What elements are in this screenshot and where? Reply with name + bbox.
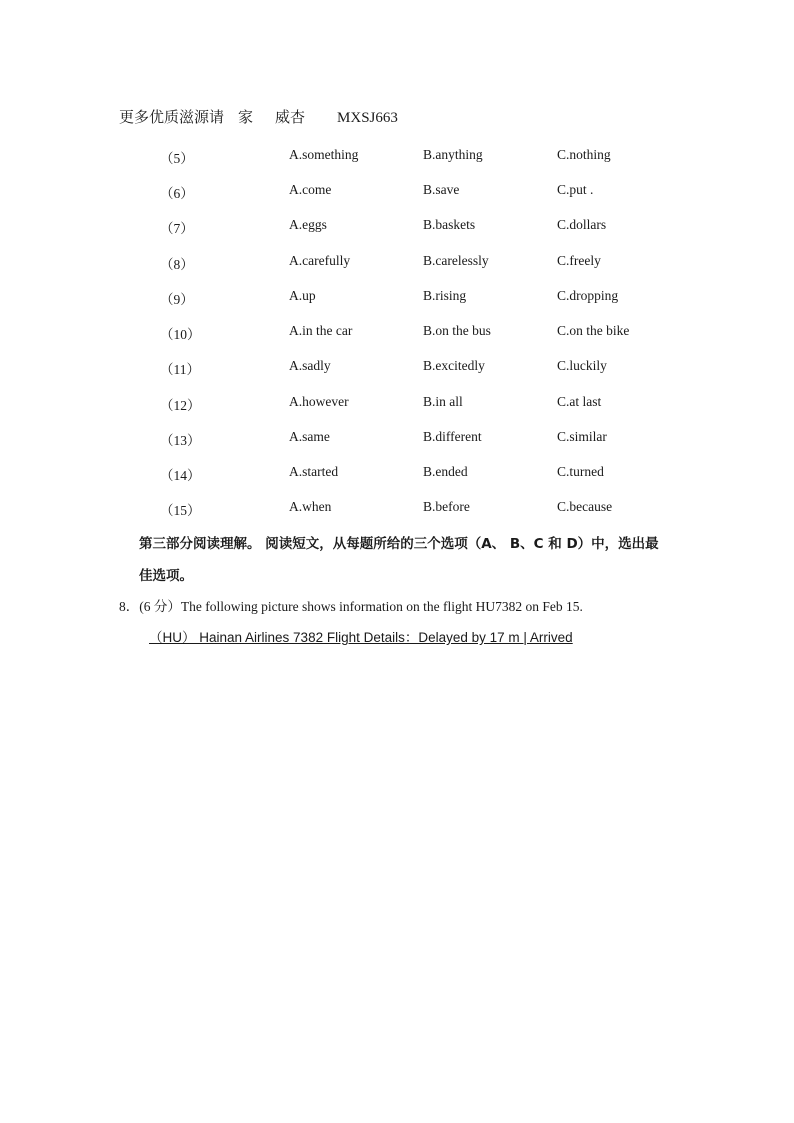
header-text-4: MXSJ663 bbox=[337, 110, 398, 126]
option-row bbox=[0, 464, 794, 484]
option-row bbox=[0, 394, 794, 414]
option-number: （15） bbox=[160, 503, 201, 518]
option-a: A.come bbox=[289, 182, 332, 197]
header-text-1: 更多优质滋源请 bbox=[119, 110, 225, 126]
option-a: A.eggs bbox=[289, 217, 327, 232]
option-b: B.different bbox=[423, 429, 482, 444]
option-b: B.anything bbox=[423, 147, 483, 162]
option-c: C.nothing bbox=[557, 147, 611, 162]
option-c: C.turned bbox=[557, 464, 604, 479]
option-c: C.dollars bbox=[557, 217, 607, 232]
option-number: （8） bbox=[160, 257, 194, 272]
option-b: B.before bbox=[423, 499, 470, 514]
option-c: C.put . bbox=[557, 182, 594, 197]
option-a: A.carefully bbox=[289, 253, 351, 268]
option-a: A.something bbox=[289, 147, 359, 162]
option-a: A.when bbox=[289, 499, 332, 514]
option-b: B.ended bbox=[423, 464, 468, 479]
option-number: （13） bbox=[160, 433, 201, 448]
option-c: C.because bbox=[557, 499, 613, 514]
option-c: C.luckily bbox=[557, 358, 607, 373]
option-a: A.sadly bbox=[289, 358, 331, 373]
option-a: A.however bbox=[289, 394, 349, 409]
option-b: B.on the bus bbox=[423, 323, 491, 338]
option-a: A.same bbox=[289, 429, 330, 444]
option-row bbox=[0, 182, 794, 202]
question-8-prompt: 8．(6 分）The following picture shows information on the flight HU7382 on Feb 15. bbox=[119, 599, 583, 614]
option-row bbox=[0, 358, 794, 378]
option-number: （12） bbox=[160, 398, 201, 413]
option-number: （10） bbox=[160, 327, 201, 342]
option-a: A.in the car bbox=[289, 323, 353, 338]
option-number: （14） bbox=[160, 468, 201, 483]
option-row bbox=[0, 499, 794, 519]
page-header bbox=[119, 106, 398, 127]
option-row bbox=[0, 288, 794, 308]
option-c: C.dropping bbox=[557, 288, 619, 303]
option-a: A.started bbox=[289, 464, 339, 479]
option-row bbox=[0, 253, 794, 273]
option-row bbox=[0, 323, 794, 343]
option-b: B.carelessly bbox=[423, 253, 489, 268]
option-b: B.excitedly bbox=[423, 358, 485, 373]
option-b: B.in all bbox=[423, 394, 463, 409]
option-b: B.baskets bbox=[423, 217, 476, 232]
header-text-3: 威杏 bbox=[275, 110, 306, 126]
option-b: B.rising bbox=[423, 288, 467, 303]
option-a: A.up bbox=[289, 288, 316, 303]
option-row bbox=[0, 217, 794, 237]
flight-details-line: （HU） Hainan Airlines 7382 Flight Details：Delayed by 17 m | Arrived bbox=[149, 630, 573, 645]
option-row bbox=[0, 147, 794, 167]
option-b: B.save bbox=[423, 182, 460, 197]
option-c: C.at last bbox=[557, 394, 602, 409]
option-c: C.freely bbox=[557, 253, 601, 268]
option-number: （11） bbox=[160, 362, 200, 377]
option-row bbox=[0, 429, 794, 449]
option-number: （7） bbox=[160, 221, 194, 236]
section-heading-line-1: 第三部分阅读理解。 阅读短文，从每题所给的三个选项（A、 B、C 和 D）中，选出最 bbox=[139, 536, 659, 552]
option-number: （9） bbox=[160, 292, 194, 307]
option-number: （5） bbox=[160, 151, 194, 166]
option-c: C.on the bike bbox=[557, 323, 630, 338]
header-text-2: 家 bbox=[238, 110, 254, 126]
section-heading-line-2: 佳选项。 bbox=[139, 568, 193, 584]
option-number: （6） bbox=[160, 186, 194, 201]
option-c: C.similar bbox=[557, 429, 607, 444]
